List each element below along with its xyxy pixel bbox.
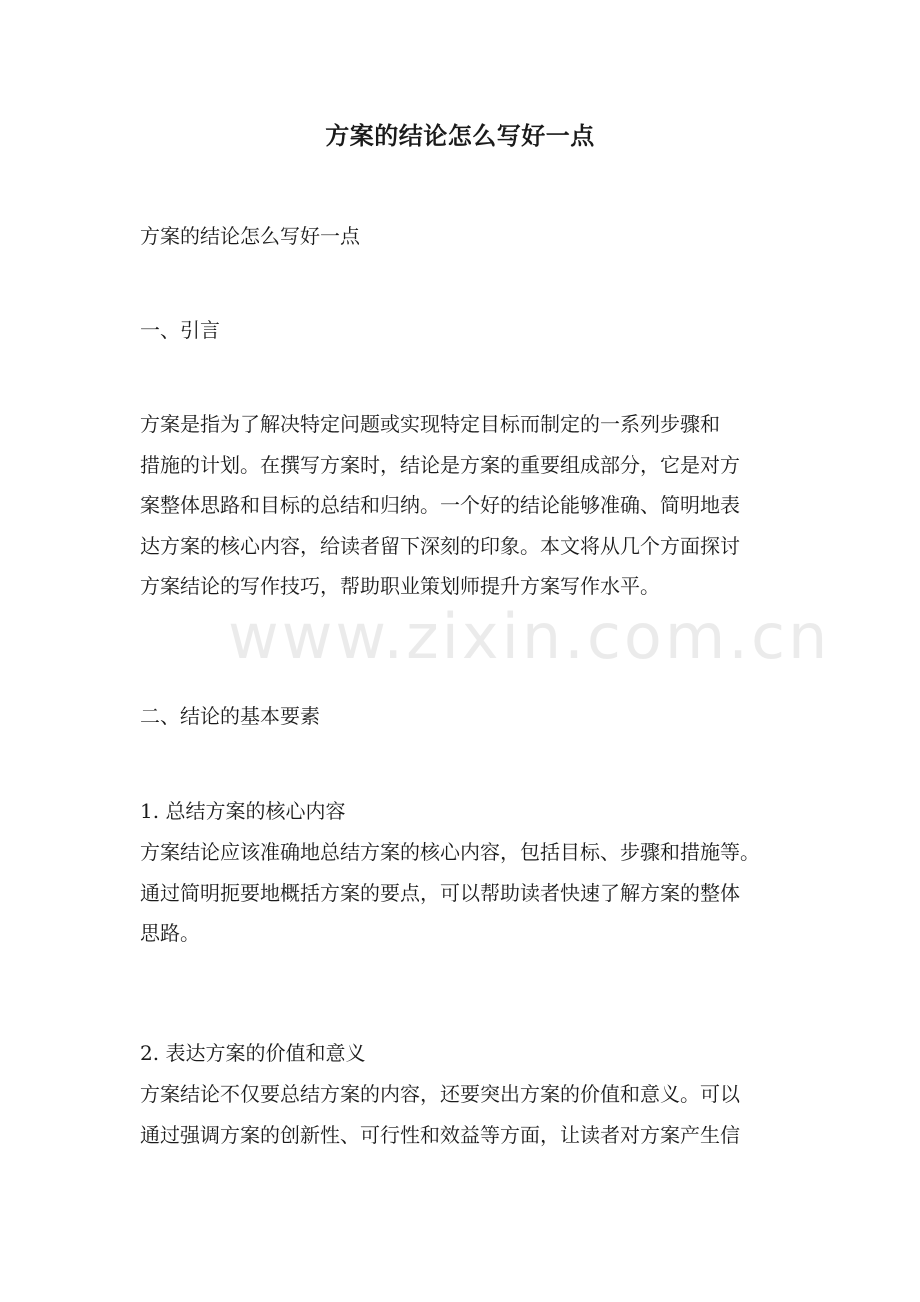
section-heading-elements: 二、结论的基本要素 xyxy=(140,704,320,728)
document-title: 方案的结论怎么写好一点 xyxy=(325,121,595,150)
paragraph-line: 思路。 xyxy=(140,921,200,945)
watermark: www.zixin.com.cn xyxy=(228,600,831,673)
summary-paragraph xyxy=(140,832,790,954)
item-heading-value: 2. 表达方案的价值和意义 xyxy=(140,1041,366,1065)
paragraph-line: 方案结论不仅要总结方案的内容，还要突出方案的价值和意义。可以 xyxy=(140,1082,740,1106)
section-heading-introduction: 一、引言 xyxy=(140,318,220,342)
paragraph-line: 通过简明扼要地概括方案的要点，可以帮助读者快速了解方案的整体 xyxy=(140,880,740,905)
value-paragraph xyxy=(140,1074,790,1155)
paragraph-line: 措施的计划。在撰写方案时，结论是方案的重要组成部分，它是对方 xyxy=(140,452,740,477)
paragraph-line: 方案结论应该准确地总结方案的核心内容，包括目标、步骤和措施等。 xyxy=(140,840,760,864)
paragraph-line: 方案结论的写作技巧，帮助职业策划师提升方案写作水平。 xyxy=(140,574,660,598)
introduction-paragraph xyxy=(140,404,790,607)
paragraph-line: 达方案的核心内容，给读者留下深刻的印象。本文将从几个方面探讨 xyxy=(140,533,740,558)
paragraph-line: 通过强调方案的创新性、可行性和效益等方面，让读者对方案产生信 xyxy=(140,1122,740,1147)
document-subtitle: 方案的结论怎么写好一点 xyxy=(140,224,360,248)
item-heading-summary: 1. 总结方案的核心内容 xyxy=(140,799,346,823)
paragraph-line: 案整体思路和目标的总结和归纳。一个好的结论能够准确、简明地表 xyxy=(140,493,740,517)
paragraph-line: 方案是指为了解决特定问题或实现特定目标而制定的一系列步骤和 xyxy=(140,412,720,436)
